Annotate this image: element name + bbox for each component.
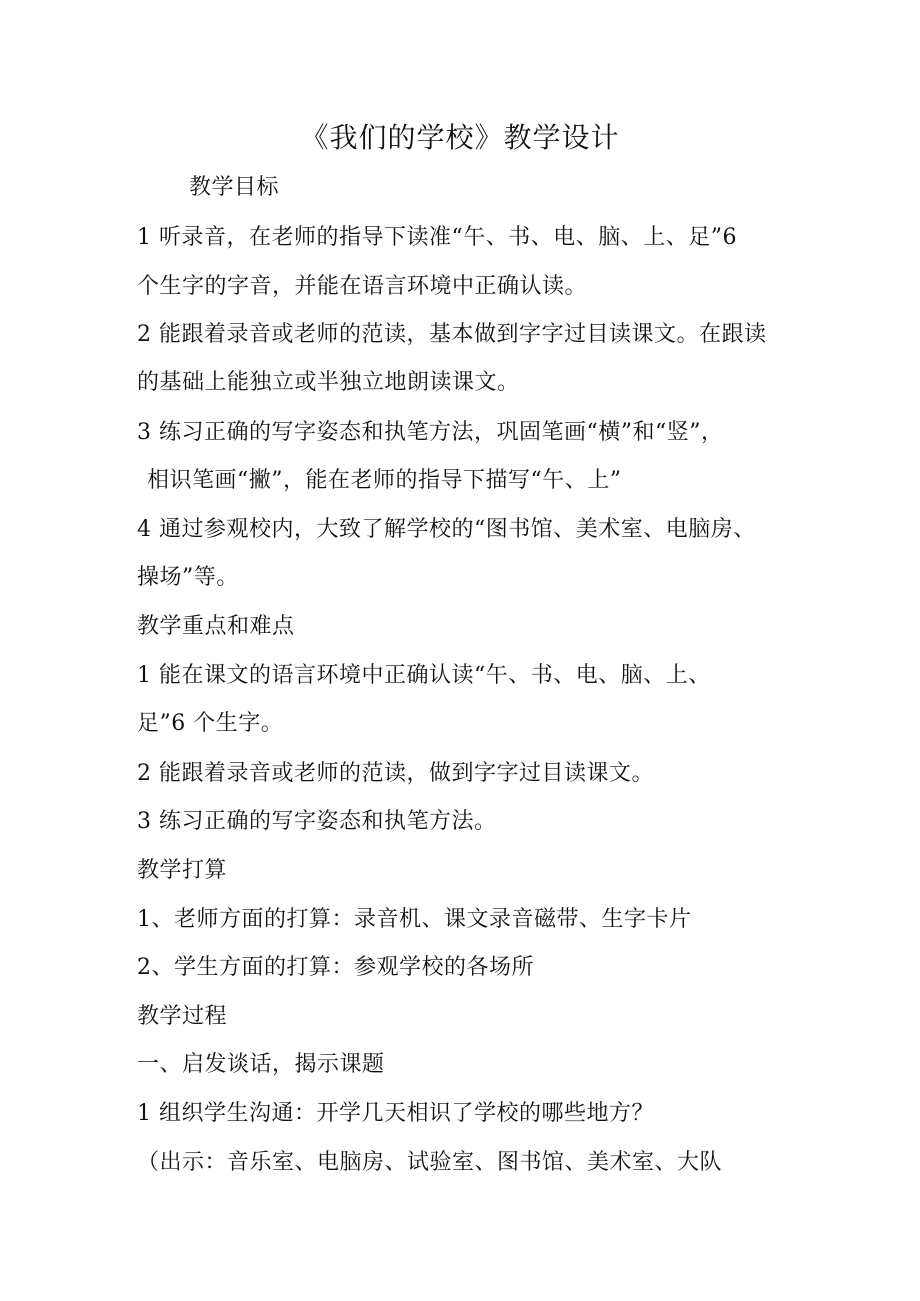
paragraph-line: （出示：音乐室、电脑房、试验室、图书馆、美术室、大队 [137, 1150, 723, 1175]
paragraph-line: 1 组织学生沟通：开学几天相识了学校的哪些地方？ [137, 1101, 654, 1126]
paragraph-line: 相识笔画“撇”，能在老师的指导下描写“午、上” [147, 468, 622, 493]
paragraph-line: 2、学生方面的打算：参观学校的各场所 [137, 955, 534, 980]
heading-key-points: 教学重点和难点 [137, 614, 295, 639]
heading-teaching-goals: 教学目标 [189, 175, 280, 200]
paragraph-line: 个生字的字音，并能在语言环境中正确认读。 [137, 274, 588, 299]
paragraph-line: 1 能在课文的语言环境中正确认读“午、书、电、脑、上、 [137, 663, 711, 688]
paragraph-line: 1、老师方面的打算：录音机、课文录音磁带、生字卡片 [137, 907, 692, 932]
paragraph-line: 足”6 个生字。 [137, 711, 284, 736]
paragraph-line: 3 练习正确的写字姿态和执笔方法，巩固笔画“横”和“竖”， [137, 420, 724, 445]
document-title: 《我们的学校》教学设计 [300, 121, 620, 154]
paragraph-line: 的基础上能独立或半独立地朗读课文。 [137, 370, 520, 395]
paragraph-line: 4 通过参观校内，大致了解学校的“图书馆、美术室、电脑房、 [137, 517, 756, 542]
paragraph-line: 2 能跟着录音或老师的范读，基本做到字字过目读课文。在跟读 [137, 322, 767, 347]
paragraph-line: 3 练习正确的写字姿态和执笔方法。 [137, 809, 497, 834]
heading-teaching-process: 教学过程 [137, 1004, 228, 1029]
paragraph-line: 1 听录音，在老师的指导下读准“午、书、电、脑、上、足”6 [137, 225, 737, 250]
section-heading: 一、启发谈话，揭示课题 [137, 1052, 385, 1077]
paragraph-line: 2 能跟着录音或老师的范读，做到字字过目读课文。 [137, 761, 654, 786]
heading-preparation: 教学打算 [137, 858, 228, 883]
paragraph-line: 操场”等。 [137, 565, 239, 590]
